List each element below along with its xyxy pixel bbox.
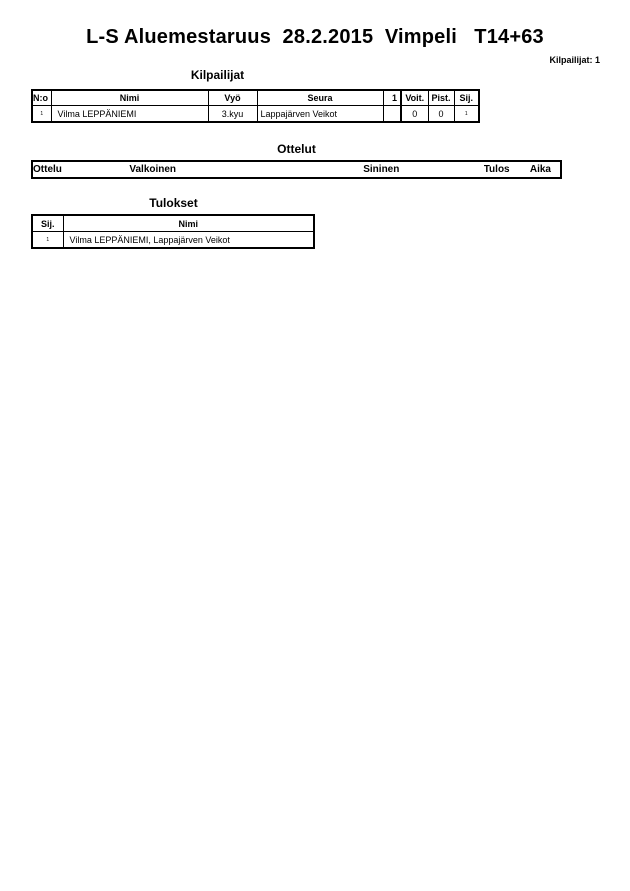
col-result-name: Nimi [63,215,314,232]
matches-heading: Ottelut [277,142,316,156]
col-match: Ottelu [33,164,62,175]
matches-table [31,160,562,179]
matches-header-row [32,161,561,178]
table-row [32,106,479,123]
player-number: 1 [32,106,51,123]
col-wins: Voit. [401,90,428,106]
player-club: Lappajärven Veikot [257,106,383,123]
col-result-place: Sij. [32,215,63,232]
col-belt: Vyö [208,90,257,106]
participants-heading: Kilpailijat [190,68,245,82]
col-result: Tulos [483,164,510,175]
col-place: Sij. [454,90,479,106]
results-header-row [32,215,314,232]
player-points: 0 [428,106,454,123]
player-belt: 3.kyu [208,106,257,123]
player-wins: 0 [401,106,428,123]
col-time: Aika [529,164,551,175]
col-round-1: 1 [383,90,401,106]
table-row [32,232,314,249]
results-heading: Tulokset [149,196,198,210]
player-round-1-cell [383,106,401,123]
player-name: Vilma LEPPÄNIEMI [51,106,208,123]
col-club: Seura [257,90,383,106]
col-points: Pist. [428,90,454,106]
document-title: L-S Aluemestaruus 28.2.2015 Vimpeli T14+63 [86,26,544,48]
participants-header-row [32,90,479,106]
col-name: Nimi [51,90,208,106]
results-table [31,214,315,249]
participant-count: Kilpailijat: 1 [549,55,600,65]
result-place: 1 [32,232,63,249]
col-blue: Sininen [363,164,400,175]
result-name: Vilma LEPPÄNIEMI, Lappajärven Veikot [63,232,314,249]
col-no: N:o [32,90,51,106]
col-white: Valkoinen [129,164,177,175]
participants-table [31,89,480,123]
player-place: 1 [454,106,479,123]
